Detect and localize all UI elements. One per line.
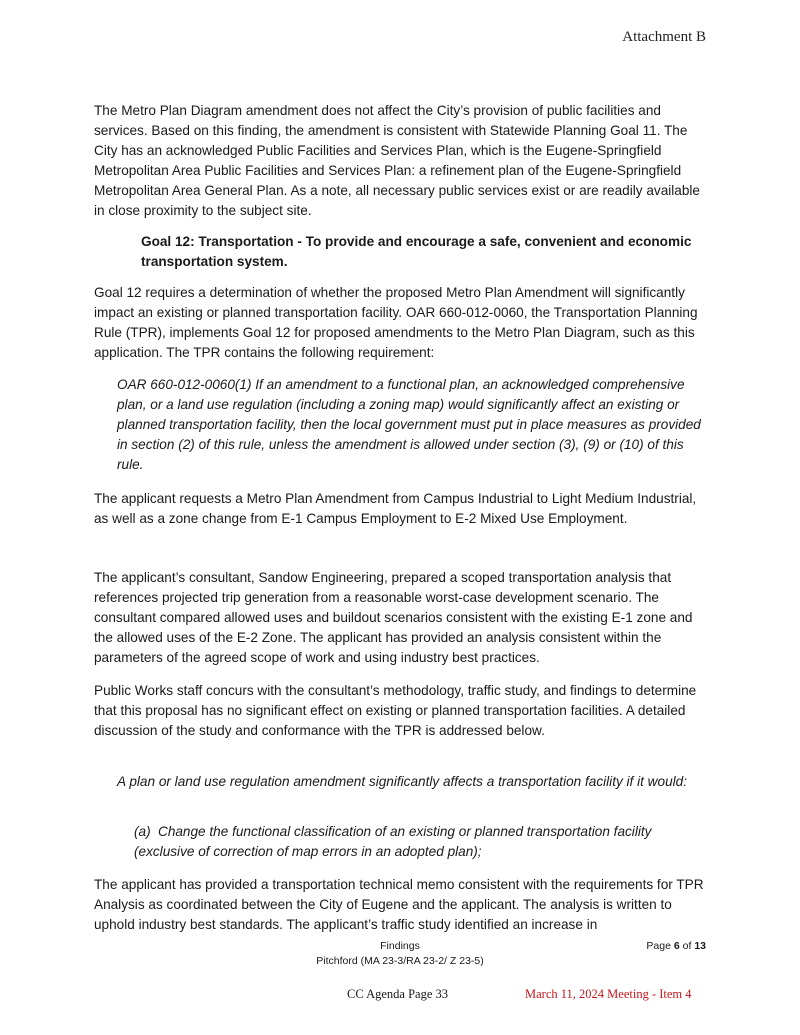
agenda-page: CC Agenda Page 33 — [347, 987, 449, 1001]
goal12-heading: Goal 12: Transportation - To provide and encourage a safe, convenient and economic transportation system. — [141, 234, 692, 270]
list-item-a — [134, 822, 709, 862]
page-of: of — [679, 940, 695, 952]
meeting-stamp: March 11, 2024 Meeting - Item 4 — [525, 987, 692, 1001]
page-number — [646, 939, 706, 954]
oar-quote: OAR 660-012-0060(1) If an amendment to a functional plan, an acknowledged comprehensive plan, or a land use regulation (including a zoning map) would significantly affect an existing or planned transportation facility, then the local government must put in place measures as provided in section (2) of this rule, unless the amendment is allowed under section (3), (9) or (10) of this rule. — [117, 377, 701, 473]
consultant-paragraph: The applicant’s consultant, Sandow Engineering, prepared a scoped transportation analysis that references projected trip generation from a reasonable worst-case development scenario. The consultant compared allowed uses and buildout scenarios consistent with the existing E-1 zone and the allowed uses of the E-2 Zone. The applicant has provided an analysis consistent within the parameters of the agreed scope of work and using industry best practices. — [94, 570, 693, 666]
footer-line-findings: Findings — [380, 940, 420, 952]
memo-paragraph: The applicant has provided a transportation technical memo consistent with the requirements for TPR Analysis as coordinated between the City of Eugene and the applicant. The analysis is written to uphold industry best standards. The applicant’s traffic study identified an increase in — [94, 877, 704, 933]
page-prefix: Page — [646, 940, 674, 952]
goal12-paragraph: Goal 12 requires a determination of whether the proposed Metro Plan Amendment will significantly impact an existing or planned transportation facility. OAR 660-012-0060, the Transportation Planning Rule (TPR), implements Goal 12 for proposed amendments to the Metro Plan Diagram, such as this application. The TPR contains the following requirement: — [94, 285, 698, 361]
page-total: 13 — [694, 940, 706, 952]
list-item-a-text: Change the functional classification of an existing or planned transportation facility (exclusive of correction of map errors in an adopted plan); — [134, 824, 652, 860]
public-works-paragraph: Public Works staff concurs with the consultant’s methodology, traffic study, and findings to determine that this proposal has no significant effect on existing or planned transportation facilities. A detailed discussion of the study and conformance with the TPR is addressed below. — [94, 683, 697, 739]
significant-effect-quote: A plan or land use regulation amendment significantly affects a transportation facility if it would: — [117, 774, 687, 789]
footer-line-case: Pitchford (MA 23-3/RA 23-2/ Z 23-5) — [316, 955, 484, 967]
list-item-a-label: (a) — [134, 824, 151, 839]
goal11-paragraph: The Metro Plan Diagram amendment does not affect the City’s provision of public facilities and services. Based on this finding, the amendment is consistent with Statewide Planning Goal 11. The City has an acknowledged Public Facilities and Services Plan, which is the Eugene-Springfield Metropolitan Area Public Facilities and Services Plan: a refinement plan of the Eugene-Springfield Metropolitan Area General Plan. As a note, all necessary public services exist or are readily available in close proximity to the subject site. — [94, 103, 700, 219]
applicant-request-paragraph: The applicant requests a Metro Plan Amendment from Campus Industrial to Light Medium Industrial, as well as a zone change from E-1 Campus Employment to E-2 Mixed Use Employment. — [94, 491, 697, 527]
page-current: 6 — [673, 940, 680, 952]
attachment-label: Attachment B — [622, 29, 706, 45]
